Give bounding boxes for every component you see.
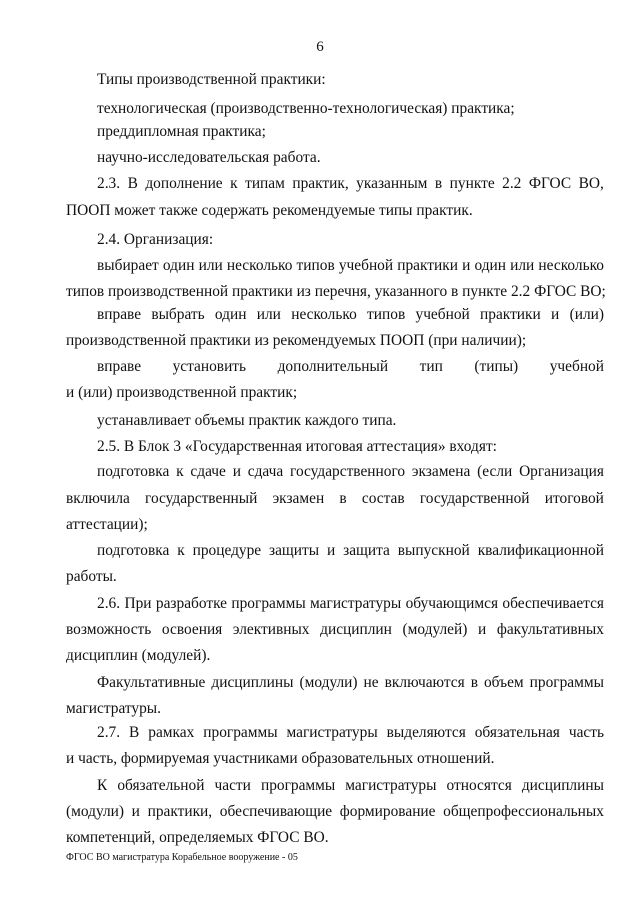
text-line: ПООП может также содержать рекомендуемые типы практик.: [66, 202, 473, 219]
text-line: подготовка к процедуре защиты и защита выпускной квалификационной: [97, 542, 604, 559]
text-line: устанавливает объемы практик каждого типа.: [97, 412, 397, 429]
text-line: и (или) производственной практик;: [66, 384, 298, 401]
text-line: подготовка к сдаче и сдача государственного экзамена (если Организация: [97, 463, 604, 480]
text-line: 2.3. В дополнение к типам практик, указанным в пункте 2.2 ФГОС ВО,: [97, 175, 604, 192]
text-line: Типы производственной практики:: [97, 71, 326, 88]
text-line: (модули) и практики, обеспечивающие формирование общепрофессиональных: [66, 803, 604, 820]
text-line: включила государственный экзамен в состав государственной итоговой: [66, 490, 604, 507]
text-line: Факультативные дисциплины (модули) не включаются в объем программы: [97, 674, 604, 691]
text-line: дисциплин (модулей).: [66, 647, 211, 664]
text-line: преддипломная практика;: [97, 123, 266, 140]
text-line: магистратуры.: [66, 700, 161, 717]
text-line: 2.4. Организация:: [97, 231, 214, 248]
text-line: возможность освоения элективных дисциплин (модулей) и факультативных: [66, 621, 604, 638]
text-line: 2.6. При разработке программы магистратуры обучающимся обеспечивается: [97, 595, 604, 612]
text-line: научно-исследовательская работа.: [97, 149, 321, 166]
text-line: типов производственной практики из перечня, указанного в пункте 2.2 ФГОС ВО;: [66, 283, 606, 300]
text-line: производственной практики из рекомендуемых ПООП (при наличии);: [66, 332, 527, 349]
text-line: вправе установить дополнительный тип (типы) учебной: [97, 358, 604, 375]
text-line: 2.7. В рамках программы магистратуры выделяются обязательная часть: [97, 724, 604, 741]
page-footer: ФГОС ВО магистратура Корабельное вооружение - 05: [66, 852, 298, 863]
text-line: работы.: [66, 568, 117, 585]
text-line: технологическая (производственно-технологическая) практика;: [97, 100, 515, 117]
text-line: выбирает один или несколько типов учебной практики и один или несколько: [97, 257, 604, 274]
text-line: аттестации);: [66, 516, 148, 533]
text-line: компетенций, определяемых ФГОС ВО.: [66, 829, 329, 846]
text-line: К обязательной части программы магистратуры относятся дисциплины: [97, 777, 604, 794]
text-line: вправе выбрать один или несколько типов учебной практики и (или): [97, 306, 604, 323]
page-number: 6: [316, 39, 324, 55]
text-line: и часть, формируемая участниками образовательных отношений.: [66, 750, 495, 767]
text-line: 2.5. В Блок 3 «Государственная итоговая аттестация» входят:: [97, 438, 497, 455]
